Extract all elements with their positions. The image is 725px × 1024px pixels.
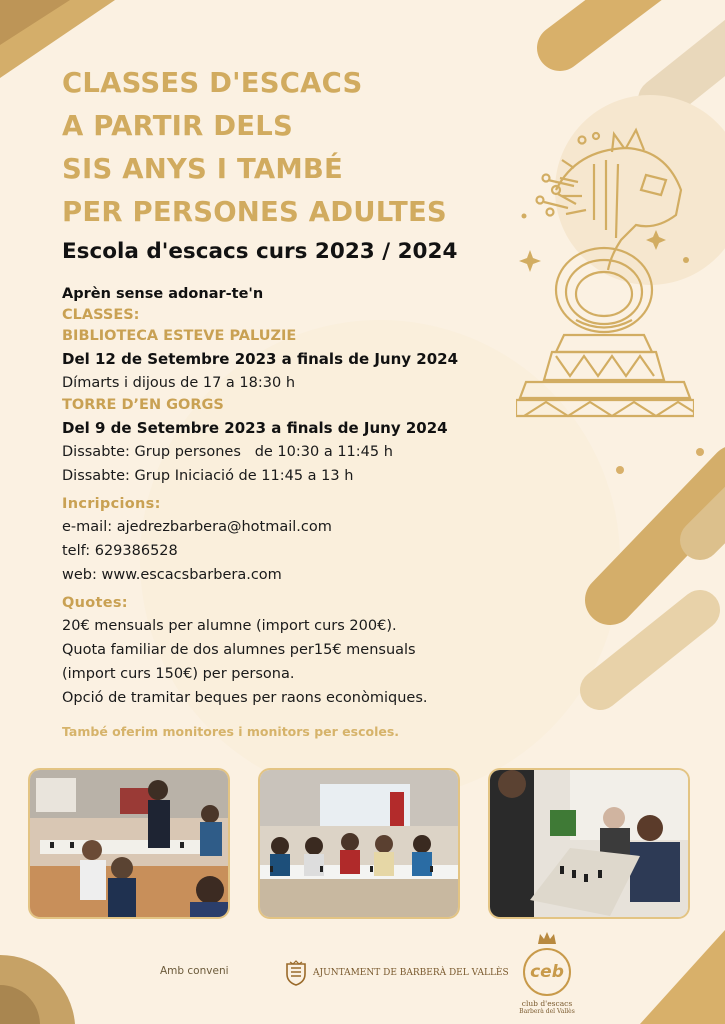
venue1-dates: Del 12 de Setembre 2023 a finals de Juny 2024 (62, 350, 459, 368)
club-place: Barberà del Vallès (519, 1008, 575, 1015)
registrations-heading: Incripcions: (62, 496, 161, 512)
lead-text: Aprèn sense adonar-te'n (62, 286, 264, 302)
venue1-schedule: Dímarts i dijous de 17 a 18:30 h (62, 375, 296, 391)
council-crest-icon (285, 960, 307, 986)
registrations-phone: telf: 629386528 (62, 543, 178, 559)
agreement-label: Amb conveni (160, 965, 229, 977)
pill-top-right-light (660, 20, 725, 100)
fees-heading: Quotes: (62, 595, 128, 611)
chess-knight-illustration (516, 120, 694, 430)
title-line-4: PER PERSONES ADULTES (62, 196, 447, 228)
fees-line-4: Opció de tramitar beques per raons econòmiques. (62, 690, 428, 706)
title-line-3: SIS ANYS I TAMBÉ (62, 153, 344, 185)
registrations-email: e-mail: ajedrezbarbera@hotmail.com (62, 519, 332, 535)
registrations-web: web: www.escacsbarbera.com (62, 567, 282, 583)
venue2-schedule-1: Dissabte: Grup persones de 10:30 a 11:45 h (62, 444, 393, 460)
title-line-2: A PARTIR DELS (62, 110, 293, 142)
venue2-name: TORRE D’EN GORGS (62, 397, 224, 413)
venue2-dates: Del 9 de Setembre 2023 a finals de Juny 2024 (62, 419, 448, 437)
corner-shape-bottom-right (640, 930, 725, 1024)
club-logo (512, 930, 582, 1020)
club-badge (523, 948, 571, 996)
fees-line-3: (import curs 150€) per persona. (62, 666, 295, 682)
council-logo (285, 960, 509, 986)
council-name: AJUNTAMENT DE BARBERÀ DEL VALLÈS (313, 968, 509, 978)
venue1-name: BIBLIOTECA ESTEVE PALUZIE (62, 328, 297, 344)
subtitle: Escola d'escacs curs 2023 / 2024 (62, 239, 458, 264)
fees-line-2: Quota familiar de dos alumnes per15€ mensuals (62, 642, 416, 658)
venue2-schedule-2: Dissabte: Grup Iniciació de 11:45 a 13 h (62, 468, 354, 484)
club-crown-icon (536, 930, 558, 946)
photo-classroom-2 (258, 768, 460, 919)
classes-heading: CLASSES: (62, 307, 140, 323)
club-name: club d'escacs (521, 999, 573, 1008)
title-line-1: CLASSES D'ESCACS (62, 67, 363, 99)
photo-classroom-1 (28, 768, 230, 919)
schools-note: També oferim monitores i monitors per escoles. (62, 724, 400, 739)
pill-top-right (560, 0, 650, 48)
title-block (62, 62, 532, 234)
club-abbr: ceb (530, 962, 564, 982)
photo-classroom-3 (488, 768, 690, 919)
main-content (62, 62, 532, 739)
fees-line-1: 20€ mensuals per alumne (import curs 200€). (62, 618, 397, 634)
